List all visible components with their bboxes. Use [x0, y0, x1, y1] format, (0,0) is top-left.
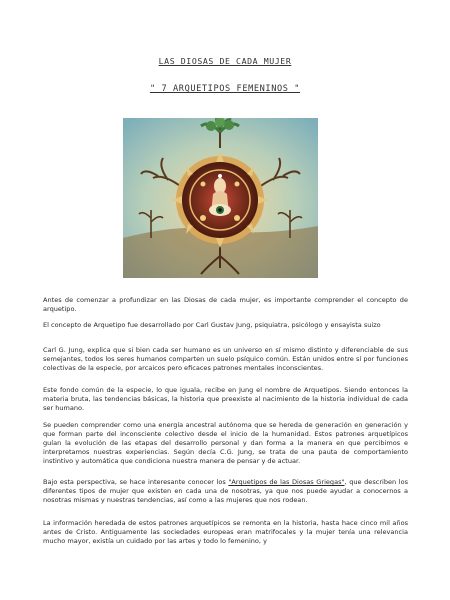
document-subtitle: " 7 ARQUETIPOS FEMENINOS " — [149, 84, 301, 94]
paragraph-archetype-origin: El concepto de Arquetipo fue desarrollado por Carl Gustav Jung, psiquiatra, psicólogo y ensayista suizo — [43, 321, 381, 329]
paragraph-greek-goddesses — [43, 478, 408, 505]
paragraph-text-before-link: Bajo esta perspectiva, se hace interesante conocer los — [43, 478, 229, 486]
paragraph-ancestral-energy: Se pueden comprender como una energía ancestral autónoma que se hereda de generación en generación y que forman parte del inconsciente colectivo desde el inicio de la humanidad. Estos patrones arquetípicos guían la evolución de las etapas del desarrollo personal y dan forma a la manera en que percibimos e interpretamos nuestras experiencias. Según decía C.G. Jung, se trata de una pauta de comportamiento instintivo y automática que condiciona nuestra manera de pensar y de actuar. — [43, 421, 408, 465]
paragraph-history: La información heredada de estos patrones arquetípicos se remonta en la historia, hasta hace cinco mil años antes de Cristo. Antiguamente las sociedades europeas eran matrifocales y la mujer tenía una relevancia mucho mayor, existía un cuidado por las artes y todo lo femenino, y — [43, 519, 408, 545]
document-title: LAS DIOSAS DE CADA MUJER — [158, 56, 292, 66]
paragraph-jung-explanation: Carl G. Jung, explica que si bien cada ser humano es un universo en sí mismo distinto y diferenciable de sus semejantes, todos los seres humanos comparten un suelo psíquico común. Están unidos entre sí por funciones colectivas de la especie, por arcaicos pero eficaces patrones mentales inconscientes. — [43, 346, 408, 372]
archetype-painting — [123, 118, 318, 278]
greek-goddesses-archetypes-link[interactable]: "Arquetipos de las Diosas Griegas" — [228, 478, 345, 486]
paragraph-text-after-link: , que describen los diferentes tipos de mujer que existen en cada una de nosotras, ya que nos puede ayudar a conocernos a nosotras mismas y nuestras tendencias, así como a las mujeres que nos rodean. — [43, 478, 409, 504]
paragraph-common-ground: Este fondo común de la especie, lo que iguala, recibe en Jung el nombre de Arquetipos. Siendo entonces la materia bruta, las tendencias básicas, la historia que preexiste al nacimiento de la historia individual de cada ser humano. — [43, 386, 408, 412]
paragraph-intro: Antes de comenzar a profundizar en las Diosas de cada mujer, es importante comprender el concepto de arquetipo. — [43, 296, 408, 313]
